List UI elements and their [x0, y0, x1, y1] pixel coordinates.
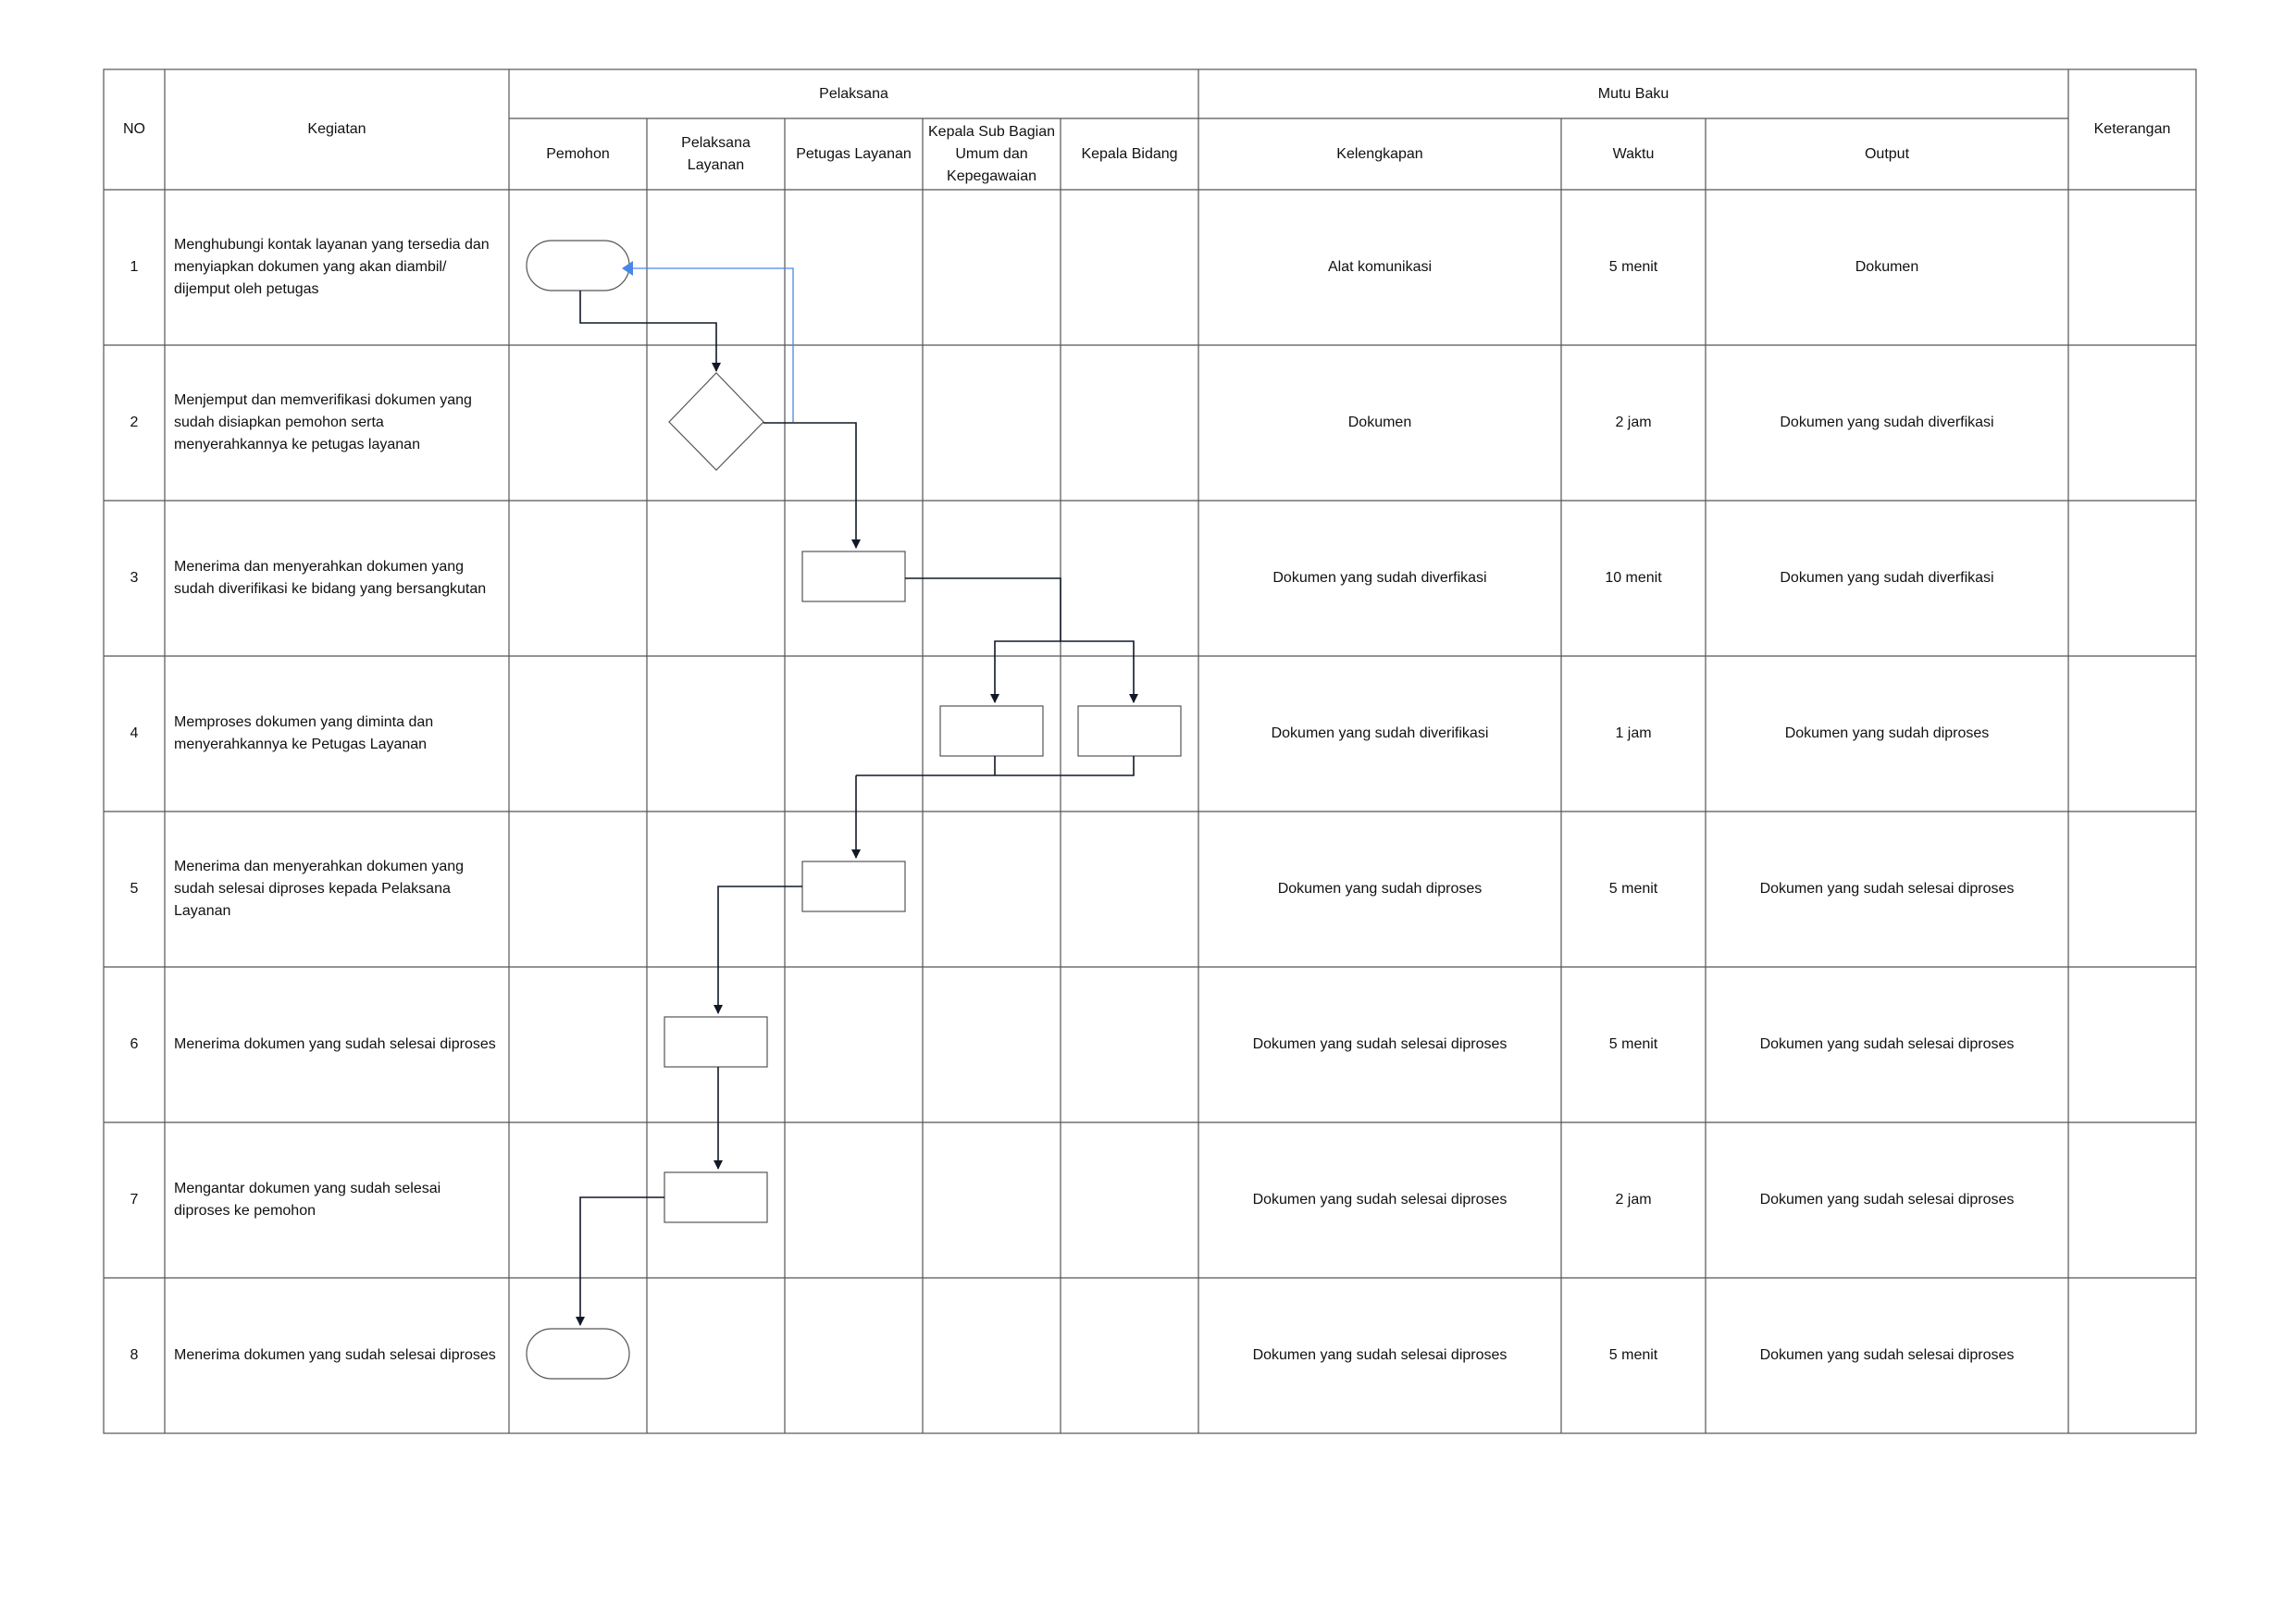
row-output: Dokumen yang sudah selesai diproses — [1759, 1347, 2015, 1363]
row-output: Dokumen yang sudah selesai diproses — [1759, 881, 2015, 897]
flow-arrow-1-2 — [580, 291, 716, 371]
row-no: 7 — [130, 1192, 139, 1208]
row-no: 4 — [130, 725, 139, 741]
header-pelaksana: Pelaksana — [819, 85, 888, 102]
header-kelengkapan: Kelengkapan — [1336, 145, 1423, 162]
process-box-step4-kepala-bidang — [1078, 706, 1181, 756]
row-kelengkapan: Dokumen yang sudah selesai diproses — [1252, 1192, 1508, 1208]
verify-decision — [669, 373, 763, 470]
row-waktu: 1 jam — [1615, 725, 1652, 741]
flow-arrow-7-8 — [580, 1197, 664, 1325]
row-output: Dokumen — [1855, 259, 1919, 275]
process-box-step7 — [664, 1172, 767, 1222]
header-role-kasubag: Kepala Sub Bagian Umum dan Kepegawaian — [928, 123, 1055, 184]
row-output: Dokumen yang sudah selesai diproses — [1759, 1036, 2015, 1052]
end-terminator — [527, 1329, 629, 1379]
row-waktu: 5 menit — [1608, 1347, 1658, 1363]
process-box-step6 — [664, 1017, 767, 1067]
row-output: Dokumen yang sudah diverfikasi — [1780, 570, 1994, 586]
row-kelengkapan: Dokumen yang sudah selesai diproses — [1252, 1036, 1508, 1052]
row-output: Dokumen yang sudah diproses — [1784, 725, 1990, 741]
header-role-pemohon: Pemohon — [546, 145, 610, 162]
row-waktu: 10 menit — [1605, 570, 1662, 586]
start-terminator — [527, 241, 629, 291]
row-no: 2 — [130, 415, 139, 430]
process-box-step4-kasubag — [940, 706, 1043, 756]
row-kegiatan: Menjemput dan memverifikasi dokumen yang sudah disiapkan pemohon serta menyerahkannya ke petugas layanan — [174, 392, 472, 452]
row-kelengkapan: Alat komunikasi — [1327, 259, 1433, 275]
row-kegiatan: Memproses dokumen yang diminta dan menyerahkannya ke Petugas Layanan — [174, 714, 434, 752]
row-kelengkapan: Dokumen yang sudah diverifikasi — [1271, 725, 1489, 741]
header-role-pelaksana-layanan: Pelaksana Layanan — [681, 134, 751, 173]
row-kelengkapan: Dokumen yang sudah selesai diproses — [1252, 1347, 1508, 1363]
process-box-step5 — [802, 861, 905, 911]
row-waktu: 2 jam — [1615, 1192, 1652, 1208]
header-keterangan: Keterangan — [2093, 121, 2171, 137]
header-role-kepala-bidang: Kepala Bidang — [1081, 145, 1178, 162]
flow-arrow-5-6 — [718, 886, 802, 1013]
row-kegiatan: Menerima dan menyerahkan dokumen yang sudah selesai diproses kepada Pelaksana Layanan — [174, 859, 465, 919]
header-mutu-baku: Mutu Baku — [1597, 85, 1669, 102]
flow-arrow-3-4-kepala-bidang — [1061, 641, 1134, 702]
header-role-petugas-layanan: Petugas Layanan — [796, 145, 912, 162]
row-no: 6 — [130, 1036, 139, 1052]
header-output: Output — [1864, 145, 1910, 162]
row-no: 5 — [130, 881, 139, 897]
row-kelengkapan: Dokumen yang sudah diverfikasi — [1272, 570, 1487, 586]
header-kegiatan: Kegiatan — [307, 121, 366, 137]
row-kelengkapan: Dokumen yang sudah diproses — [1277, 881, 1483, 897]
row-kelengkapan: Dokumen — [1347, 415, 1412, 430]
row-waktu: 2 jam — [1615, 415, 1652, 430]
header-no: NO — [123, 121, 145, 137]
row-no: 3 — [130, 570, 139, 586]
process-box-step3 — [802, 551, 905, 601]
row-output: Dokumen yang sudah selesai diproses — [1759, 1192, 2015, 1208]
row-no: 1 — [130, 259, 139, 275]
header-waktu: Waktu — [1612, 145, 1655, 162]
flow-arrow-3-4-kasubag — [995, 641, 1061, 702]
flow-arrow-2-3 — [763, 423, 856, 548]
row-kegiatan: Mengantar dokumen yang sudah selesai diproses ke pemohon — [174, 1181, 441, 1219]
row-kegiatan: Menerima dan menyerahkan dokumen yang sudah diverifikasi ke bidang yang bersangkutan — [174, 559, 487, 597]
flow-connector-3-split — [905, 578, 1061, 641]
row-kegiatan: Menerima dokumen yang sudah selesai diproses — [174, 1036, 496, 1052]
row-waktu: 5 menit — [1608, 881, 1658, 897]
row-kegiatan: Menerima dokumen yang sudah selesai diproses — [174, 1347, 496, 1363]
row-waktu: 5 menit — [1608, 1036, 1658, 1052]
row-output: Dokumen yang sudah diverfikasi — [1780, 415, 1994, 430]
row-kegiatan: Menghubungi kontak layanan yang tersedia dan menyiapkan dokumen yang akan diambil/ dijemput oleh petugas — [174, 237, 490, 297]
row-waktu: 5 menit — [1608, 259, 1658, 275]
row-no: 8 — [130, 1347, 139, 1363]
